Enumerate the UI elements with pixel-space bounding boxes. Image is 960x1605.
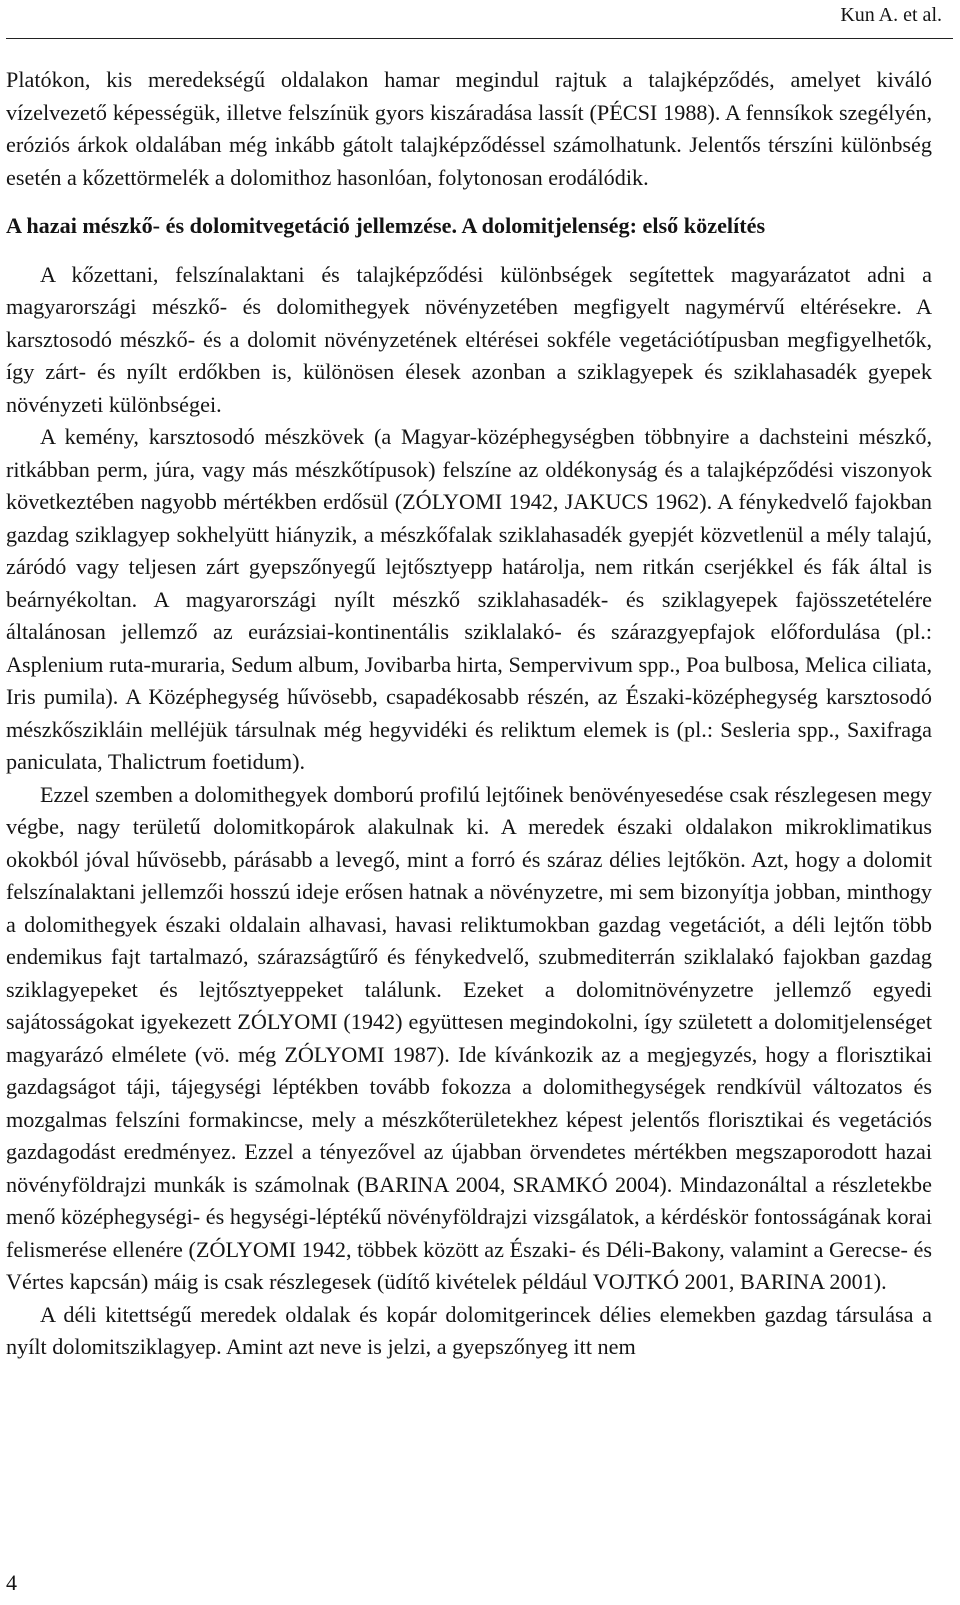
header-rule <box>6 38 953 39</box>
paragraph-4: A déli kitettségű meredek oldalak és kopár dolomitgerincek délies elemekben gazdag társulása a nyílt dolomitsziklagyep. Amint azt neve is jelzi, a gyepszőnyeg itt nem <box>6 1301 932 1359</box>
page-number: 4 <box>6 1570 17 1595</box>
paragraph-3: Ezzel szemben a dolomithegyek domború profilú lejtőinek benövényesedése csak részlegesen megy végbe, nagy területű dolomitkopárok alakulnak ki. A meredek északi oldalakon mikroklimatikus okokból jóval hűvösebb, párásabb a levegő, mint a forró és száraz délies lejtőkön. Azt, hogy a dolomit felszínalaktani jellemzői hosszú ideje erősen hatnak a növényzetre, mi sem bizonyítja jobban, minthogy a dolomithegyek északi oldalain alhavasi, havasi reliktumokban gazdag vegetációt, a déli lejtőn több endemikus fajt tartalmazó, szárazságtűrő és fénykedvelő, szubmediterrán sziklalakó fajokban gazdag sziklagyepeket és lejtősztyeppeket találunk. Ezeket a dolomitnövényzetre jellemző egyedi sajátosságokat igyekezett ZÓLYOMI (1942) együttesen megindokolni, így született a dolomitjelenséget magyarázó elmélete (vö. még ZÓLYOMI 1987). Ide kívánkozik az a megjegyzés, hogy a florisztikai gazdagságot táji, tájegységi léptékben tovább fokozza a dolomithegységek rendkívül változatos és mozgalmas felszíni formakincse, mely a mészkőterületekhez képest jelentős florisztikai és vegetációs gazdagodást eredményez. Ezzel a tényezővel az újabban örvendetes mértékben megszaporodott hazai növényföldrajzi munkák is számolnak (BARINA 2004, SRAMKÓ 2004). Mindazonáltal a részletekbe menő középhegységi- és hegységi-léptékű növényföldrajzi vizsgálatok, a kérdéskör fontosságának korai felismerése ellenére (ZÓLYOMI 1942, többek között az Északi- és Déli-Bakony, valamint a Gerecse- és Vértes kapcsán) máig is csak részlegesek (üdítő kivételek például VOJTKÓ 2001, BARINA 2001). <box>6 781 932 1294</box>
section-heading: A hazai mészkő- és dolomitvegetáció jellemzése. A dolomitjelenség: első közelítés <box>6 213 766 238</box>
running-head: Kun A. et al. <box>840 4 942 26</box>
paragraph-2: A kemény, karsztosodó mészkövek (a Magyar-középhegységben többnyire a dachsteini mészkő, ritkábban perm, júra, vagy más mészkőtípusok) felszíne az oldékonyság és a talajképződési viszonyok következtében nagyobb mértékben erdősül (ZÓLYOMI 1942, JAKUCS 1962). A fénykedvelő fajokban gazdag sziklagyep sokhelyütt hiányzik, a mészkőfalak sziklahasadék gyepjét közvetlenül a mély talajú, záródó vagy teljesen zárt gyepszőnyegű lejtősztyepp határolja, nem ritkán cserjékkel és fák által is beárnyékoltan. A magyarországi nyílt mészkő sziklahasadék- és sziklagyepek fajösszetételére általánosan jellemző az eurázsiai-kontinentális sziklalakó- és szárazgyepfajok előfordulása (pl.: Asplenium ruta-muraria, Sedum album, Jovibarba hirta, Sempervivum spp., Poa bulbosa, Melica ciliata, Iris pumila). A Középhegység hűvösebb, csapadékosabb részén, az Északi-középhegység karsztosodó mészkőszikláin melléjük társulnak még hegyvidéki és reliktum elemek is (pl.: Sesleria spp., Saxifraga paniculata, Thalictrum foetidum). <box>6 424 932 774</box>
body-text <box>6 64 932 1364</box>
paragraph-0: Platókon, kis meredekségű oldalakon hamar megindul rajtuk a talajképződés, amelyet kiváló vízelvezető képességük, illetve felszínük gyors kiszáradása lassít (PÉCSI 1988). A fennsíkok szegélyén, eróziós árkok oldalában még inkább gátolt talajképződéssel számolhatunk. Jelentős térszíni különbség esetén a kőzettörmelék a dolomithoz hasonlóan, folytonosan erodálódik. <box>6 67 932 190</box>
paragraph-1: A kőzettani, felszínalaktani és talajképződési különbségek segítettek magyarázatot adni a magyarországi mészkő- és dolomithegyek növényzetében megfigyelt nagymérvű eltérésekre. A karsztosodó mészkő- és a dolomit növényzetének eltérései sokféle vegetációtípusban megfigyelhetők, így zárt- és nyílt erdőkben is, különösen élesek azonban a sziklagyepek és sziklahasadék gyepek növényzeti különbségei. <box>6 261 932 417</box>
